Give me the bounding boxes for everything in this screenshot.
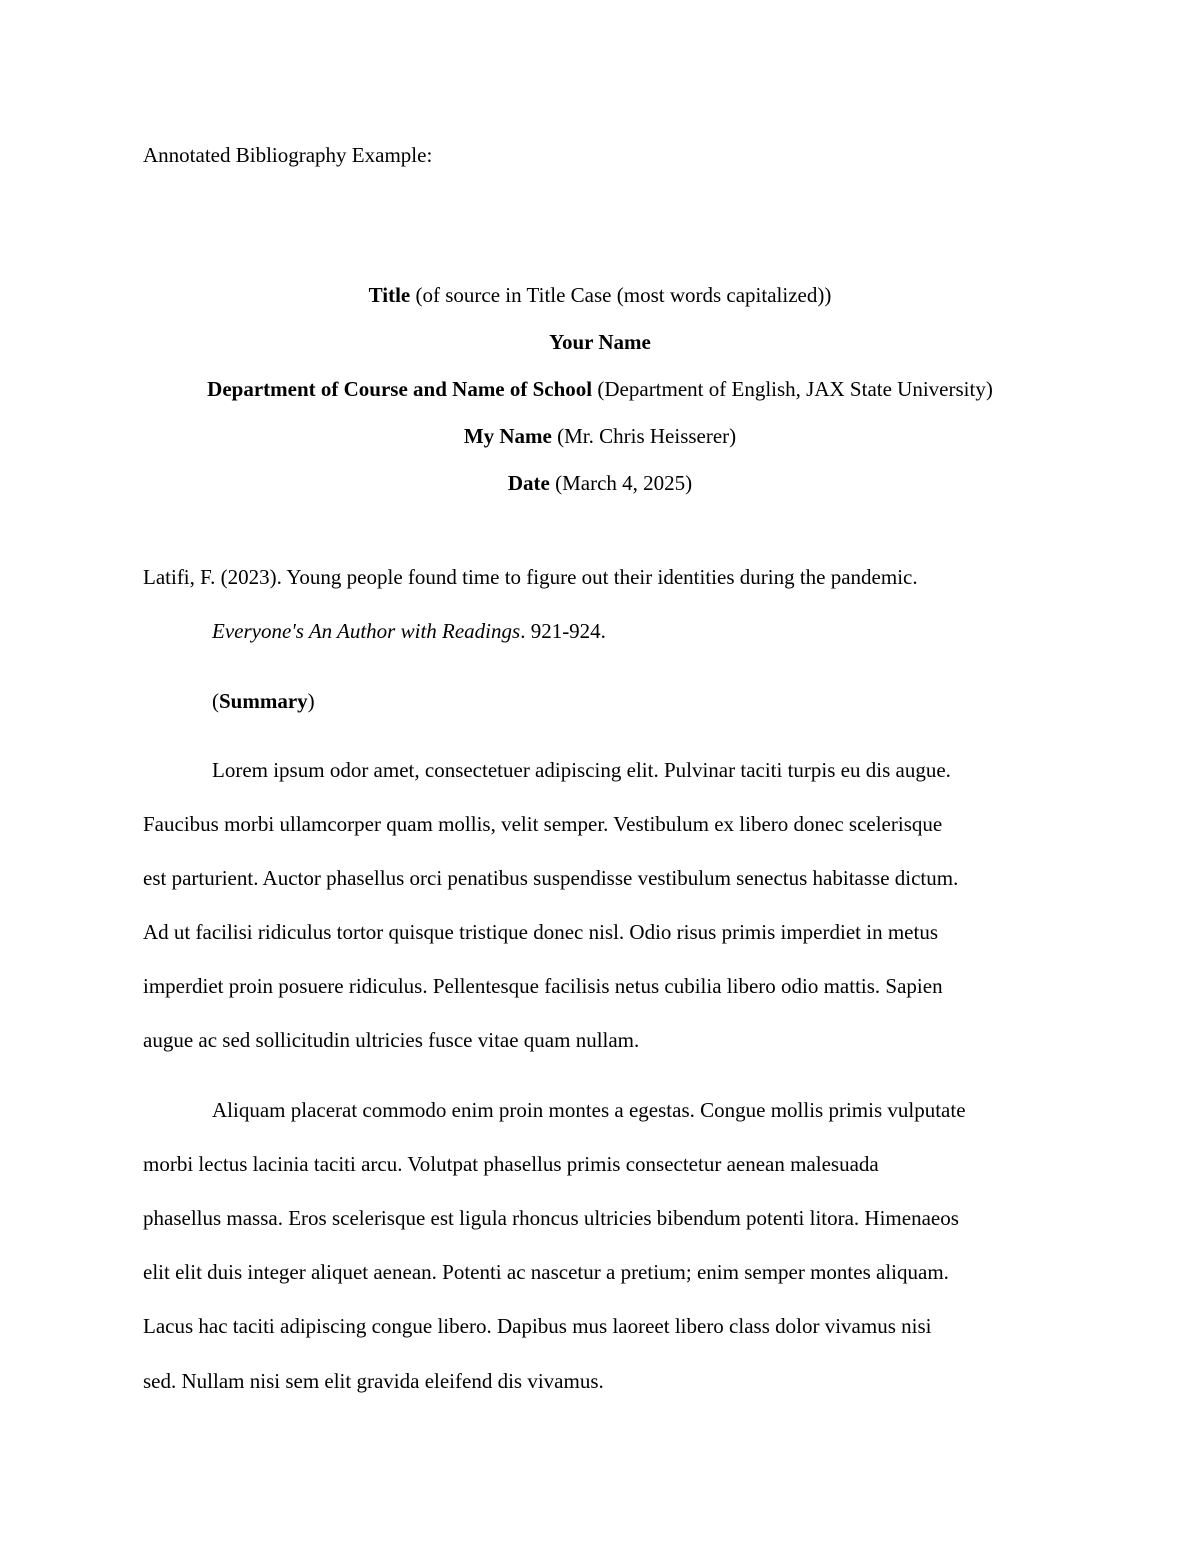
department-description: (Department of English, JAX State University) bbox=[592, 377, 993, 401]
paragraph-2-line: sed. Nullam nisi sem elit gravida eleifend dis vivamus. bbox=[143, 1369, 604, 1393]
department-label: Department of Course and Name of School bbox=[207, 377, 593, 401]
date-label: Date bbox=[507, 471, 550, 495]
paragraph-1-line: Ad ut facilisi ridiculus tortor quisque tristique donec nisl. Odio risus primis imperdiet in metus bbox=[143, 920, 938, 944]
department-line bbox=[0, 377, 1200, 402]
paragraph-2-line: morbi lectus lacinia taciti arcu. Volutpat phasellus primis consectetur aenean malesuada bbox=[143, 1152, 879, 1176]
title-label: Title bbox=[368, 283, 411, 307]
summary-label-text: Summary bbox=[219, 689, 308, 713]
paragraph-1-line: Faucibus morbi ullamcorper quam mollis, velit semper. Vestibulum ex libero donec scelerisque bbox=[143, 812, 943, 836]
paragraph-2-line: Aliquam placerat commodo enim proin montes a egestas. Congue mollis primis vulputate bbox=[212, 1098, 966, 1122]
instructor-description: (Mr. Chris Heisserer) bbox=[551, 424, 737, 448]
summary-close-paren: ) bbox=[307, 689, 315, 713]
summary-open-paren: ( bbox=[212, 689, 219, 713]
paragraph-1-line: Lorem ipsum odor amet, consectetuer adipiscing elit. Pulvinar taciti turpis eu dis augue. bbox=[212, 758, 951, 782]
citation-line-1: Latifi, F. (2023). Young people found time to figure out their identities during the pandemic. bbox=[143, 565, 918, 589]
date-line bbox=[0, 471, 1200, 496]
instructor-line bbox=[0, 424, 1200, 449]
paragraph-2-line: Lacus hac taciti adipiscing congue libero. Dapibus mus laoreet libero class dolor vivamus nisi bbox=[143, 1314, 932, 1338]
citation-source-title: Everyone's An Author with Readings bbox=[212, 619, 521, 643]
title-description: (of source in Title Case (most words capitalized)) bbox=[410, 283, 832, 307]
document-heading: Annotated Bibliography Example: bbox=[143, 143, 433, 167]
paragraph-1-line: imperdiet proin posuere ridiculus. Pellentesque facilisis netus cubilia libero odio mattis. Sapien bbox=[143, 974, 943, 998]
paragraph-1-line: est parturient. Auctor phasellus orci penatibus suspendisse vestibulum senectus habitasse dictum. bbox=[143, 866, 959, 890]
summary-label bbox=[212, 689, 315, 714]
date-description: (March 4, 2025) bbox=[549, 471, 693, 495]
author-name-line bbox=[0, 330, 1200, 355]
citation-pages: . 921-924. bbox=[520, 619, 606, 643]
paragraph-1-line: augue ac sed sollicitudin ultricies fusce vitae quam nullam. bbox=[143, 1028, 640, 1052]
paragraph-2-line: elit elit duis integer aliquet aenean. Potenti ac nascetur a pretium; enim semper montes aliquam. bbox=[143, 1260, 949, 1284]
title-line bbox=[0, 283, 1200, 308]
paragraph-2-line: phasellus massa. Eros scelerisque est ligula rhoncus ultricies bibendum potenti litora. Himenaeos bbox=[143, 1206, 959, 1230]
citation-line-2 bbox=[212, 619, 606, 644]
author-name: Your Name bbox=[549, 330, 651, 354]
instructor-label: My Name bbox=[463, 424, 552, 448]
